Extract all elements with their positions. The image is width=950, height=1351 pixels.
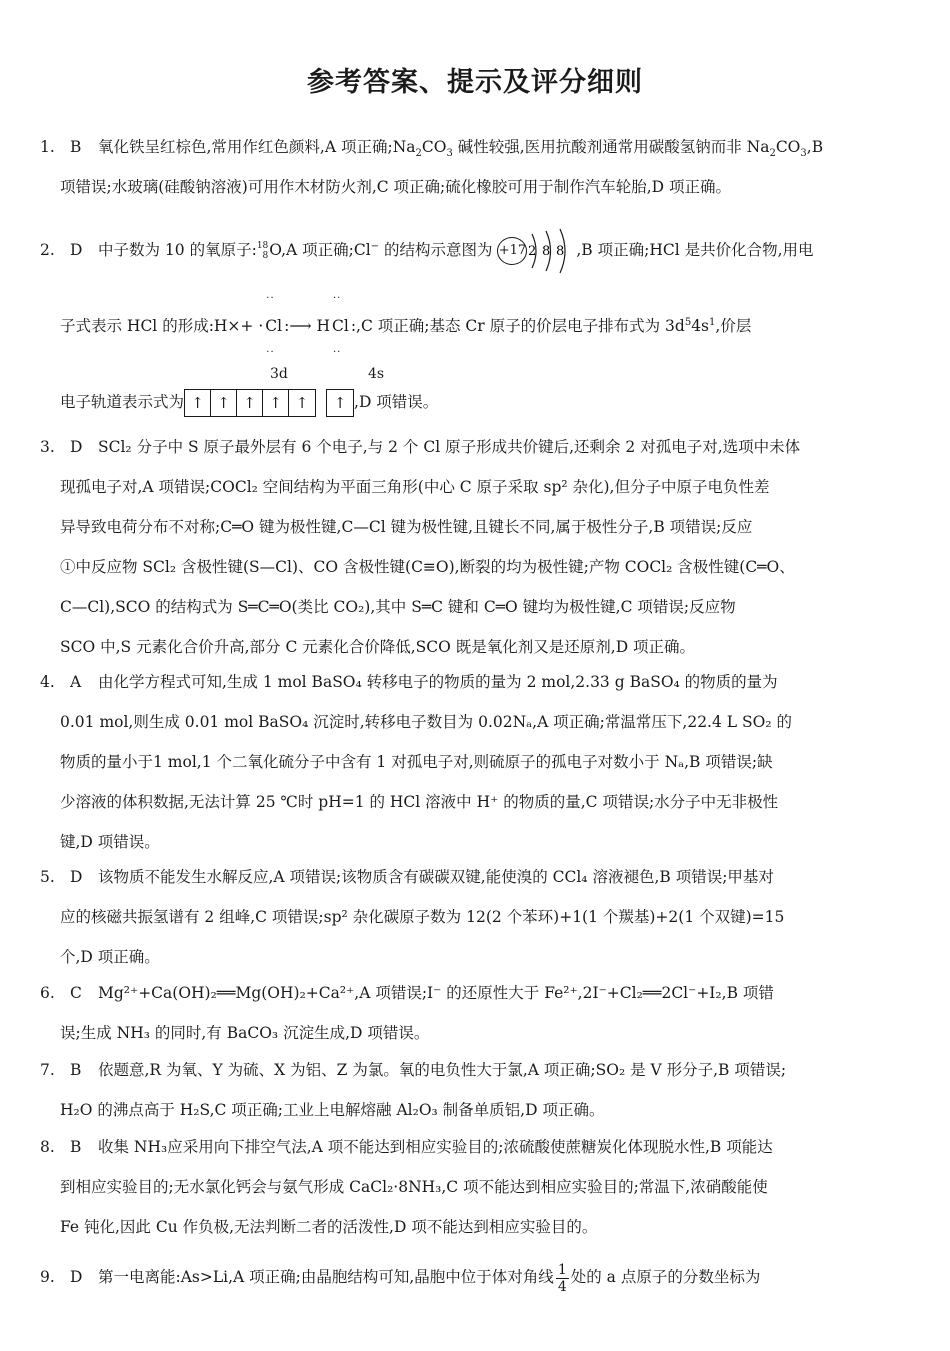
- explanation-text: CO: [775, 138, 801, 156]
- explanation-text: 中子数为 10 的氧原子:: [98, 241, 257, 259]
- orbital-label-4s: 4s: [368, 366, 385, 382]
- chlorine-dot-symbol: ·· Cl ··: [265, 293, 283, 358]
- up-arrow-icon: ↑: [263, 390, 289, 416]
- explanation-text: Mg²⁺+Ca(OH)₂══Mg(OH)₂+Ca²⁺,A 项错误;I⁻ 的还原性大于 Fe²⁺,2I⁻+Cl₂══2Cl⁻+I₂,B 项错: [98, 984, 774, 1002]
- shell-electrons-3: 8: [556, 244, 565, 259]
- answer-item-4: [40, 662, 912, 862]
- explanation-text: O,A 项正确;Cl: [269, 241, 371, 259]
- atomic-structure-diagram: [497, 228, 576, 274]
- orbital-diagram-3d: [184, 389, 316, 417]
- question-number: 1.: [40, 138, 55, 156]
- explanation-text: 收集 NH₃应采用向下排空气法,A 项不能达到相应实验目的;浓硫酸使蔗糖炭化体现脱水性,B 项能达: [98, 1138, 773, 1156]
- answer-letter: B: [70, 1138, 82, 1156]
- question-number: 9.: [40, 1268, 55, 1286]
- explanation-line: 个,D 项正确。: [60, 948, 160, 966]
- explanation-line: SCO 中,S 元素化合价升高,部分 C 元素化合价降低,SCO 既是氧化剂又是还原剂,D 项正确。: [60, 638, 696, 656]
- explanation-text: ,D 项错误。: [354, 393, 439, 411]
- chlorine-dot-symbol: ·· Cl ··: [331, 293, 349, 358]
- explanation-text: 依题意,R 为氧、Y 为硫、X 为铝、Z 为氯。氧的电负性大于氯,A 项正确;SO₂ 是 V 形分子,B 项错误;: [98, 1061, 787, 1079]
- explanation-text: 第一电离能:As>Li,A 项正确;由晶胞结构可知,晶胞中位于体对角线: [98, 1268, 554, 1286]
- fraction-one-quarter: $\frac{1}{4}$: [557, 1261, 567, 1295]
- superscript: 1: [709, 316, 716, 328]
- shell-electrons-2: 8: [542, 244, 551, 259]
- answer-item-1: [40, 127, 912, 207]
- explanation-text: ,B: [806, 138, 824, 156]
- explanation-text: :⟶ H: [284, 317, 330, 335]
- orbital-label-3d: 3d: [270, 366, 288, 382]
- nucleus-circle: +17: [497, 237, 527, 265]
- up-arrow-icon: ↑: [295, 394, 309, 412]
- explanation-line: 到相应实验目的;无水氯化钙会与氨气形成 CaCl₂·8NH₃,C 项不能达到相应实验目的;常温下,浓硝酸能使: [60, 1178, 768, 1196]
- isotope-notation: 18 8: [256, 241, 269, 261]
- answer-item-9: [40, 1257, 912, 1297]
- explanation-line: 应的核磁共振氢谱有 2 组峰,C 项错误;sp² 杂化碳原子数为 12(2 个苯环)+1(1 个羰基)+2(1 个双键)=15: [60, 908, 785, 926]
- explanation-text: 子式表示 HCl 的形成:H×+ ·: [60, 317, 264, 335]
- up-arrow-icon: ↑: [237, 390, 263, 416]
- explanation-line: H₂O 的沸点高于 H₂S,C 项正确;工业上电解熔融 Al₂O₃ 制备单质铝,D 项正确。: [60, 1101, 605, 1119]
- answer-item-7: [40, 1050, 912, 1130]
- explanation-text: 处的 a 点原子的分数坐标为: [570, 1268, 761, 1286]
- page-title: 参考答案、提示及评分细则: [307, 67, 643, 98]
- answer-item-6: [40, 973, 912, 1053]
- up-arrow-icon: ↑: [211, 390, 237, 416]
- explanation-line: C—Cl),SCO 的结构式为 S═C═O(类比 CO₂),其中 S═C 键和 C═O 键均为极性键,C 项错误;反应物: [60, 598, 736, 616]
- explanation-text: 的结构示意图为: [379, 241, 493, 259]
- answer-letter: A: [70, 673, 82, 691]
- subscript: 2: [415, 148, 422, 160]
- subscript: 3: [800, 148, 807, 160]
- explanation-line: 0.01 mol,则生成 0.01 mol BaSO₄ 沉淀时,转移电子数目为 0.02Nₐ,A 项正确;常温常压下,22.4 L SO₂ 的: [60, 713, 792, 731]
- up-arrow-icon: ↑: [185, 390, 211, 416]
- superscript: −: [370, 240, 380, 252]
- explanation-text: CO: [421, 138, 447, 156]
- question-number: 5.: [40, 868, 55, 886]
- explanation-line: 物质的量小于1 mol,1 个二氧化硫分子中含有 1 对孤电子对,则硫原子的孤电子对数小于 Nₐ,B 项错误;缺: [60, 753, 773, 771]
- explanation-line: ①中反应物 SCl₂ 含极性键(S—Cl)、CO 含极性键(C≡O),断裂的均为极性键;产物 COCl₂ 含极性键(C═O、: [60, 558, 795, 576]
- question-number: 4.: [40, 673, 55, 691]
- explanation-text: SCl₂ 分子中 S 原子最外层有 6 个电子,与 2 个 Cl 原子形成共价键后,还剩余 2 对孤电子对,选项中未体: [98, 438, 801, 456]
- explanation-line: 键,D 项错误。: [60, 833, 160, 851]
- explanation-line: 少溶液的体积数据,无法计算 25 ℃时 pH=1 的 HCl 溶液中 H⁺ 的物质的量,C 项错误;水分子中无非极性: [60, 793, 779, 811]
- explanation-text: 氧化铁呈红棕色,常用作红色颜料,A 项正确;Na: [98, 138, 416, 156]
- subscript: 2: [769, 148, 776, 160]
- question-number: 7.: [40, 1061, 55, 1079]
- up-arrow-icon: ↑: [333, 394, 347, 412]
- explanation-line: 项错误;水玻璃(硅酸钠溶液)可用作木材防火剂,C 项正确;硫化橡胶可用于制作汽车轮胎,D 项正确。: [60, 178, 732, 196]
- answer-letter: C: [70, 984, 82, 1002]
- explanation-text: 电子轨道表示式为: [60, 393, 185, 411]
- explanation-line: 误;生成 NH₃ 的同时,有 BaCO₃ 沉淀生成,D 项错误。: [60, 1024, 430, 1042]
- explanation-line: 现孤电子对,A 项错误;COCl₂ 空间结构为平面三角形(中心 C 原子采取 sp² 杂化),但分子中原子电负性差: [60, 478, 770, 496]
- superscript: 5: [684, 316, 692, 328]
- explanation-text: ,价层: [715, 317, 752, 335]
- answer-letter: D: [70, 438, 83, 456]
- explanation-text: ,B 项正确;HCl 是共价化合物,用电: [576, 241, 814, 259]
- answer-letter: D: [70, 868, 83, 886]
- orbital-diagram-4s: [326, 389, 354, 417]
- explanation-line: Fe 钝化,因此 Cu 作负极,无法判断二者的活泼性,D 项不能达到相应实验目的。: [60, 1218, 598, 1236]
- answer-item-8: [40, 1127, 912, 1247]
- question-number: 6.: [40, 984, 55, 1002]
- answer-letter: D: [70, 241, 83, 259]
- answer-letter: B: [70, 138, 82, 156]
- answer-letter: B: [70, 1061, 82, 1079]
- answer-letter: D: [70, 1268, 83, 1286]
- question-number: 8.: [40, 1138, 55, 1156]
- answer-item-3: [40, 427, 912, 667]
- shell-electrons-1: 2: [528, 244, 537, 259]
- explanation-text: 由化学方程式可知,生成 1 mol BaSO₄ 转移电子的物质的量为 2 mol,2.33 g BaSO₄ 的物质的量为: [98, 673, 778, 691]
- answer-item-5: [40, 857, 912, 977]
- explanation-line: 异导致电荷分布不对称;C═O 键为极性键,C—Cl 键为极性键,且键长不同,属于极性分子,B 项错误;反应: [60, 518, 753, 536]
- question-number: 3.: [40, 438, 55, 456]
- subscript: 3: [446, 148, 453, 160]
- question-number: 2.: [40, 241, 55, 259]
- explanation-text: 4s: [691, 317, 710, 335]
- electron-shell-arcs-icon: [528, 228, 576, 274]
- explanation-text: 碱性较强,医用抗酸剂通常用碳酸氢钠而非 Na: [452, 138, 770, 156]
- explanation-text: 该物质不能发生水解反应,A 项错误;该物质含有碳碳双键,能使溴的 CCl₄ 溶液褪色,B 项错误;甲基对: [98, 868, 774, 886]
- explanation-text: :,C 项正确;基态 Cr 原子的价层电子排布式为 3d: [350, 317, 685, 335]
- answer-item-2: [40, 228, 912, 422]
